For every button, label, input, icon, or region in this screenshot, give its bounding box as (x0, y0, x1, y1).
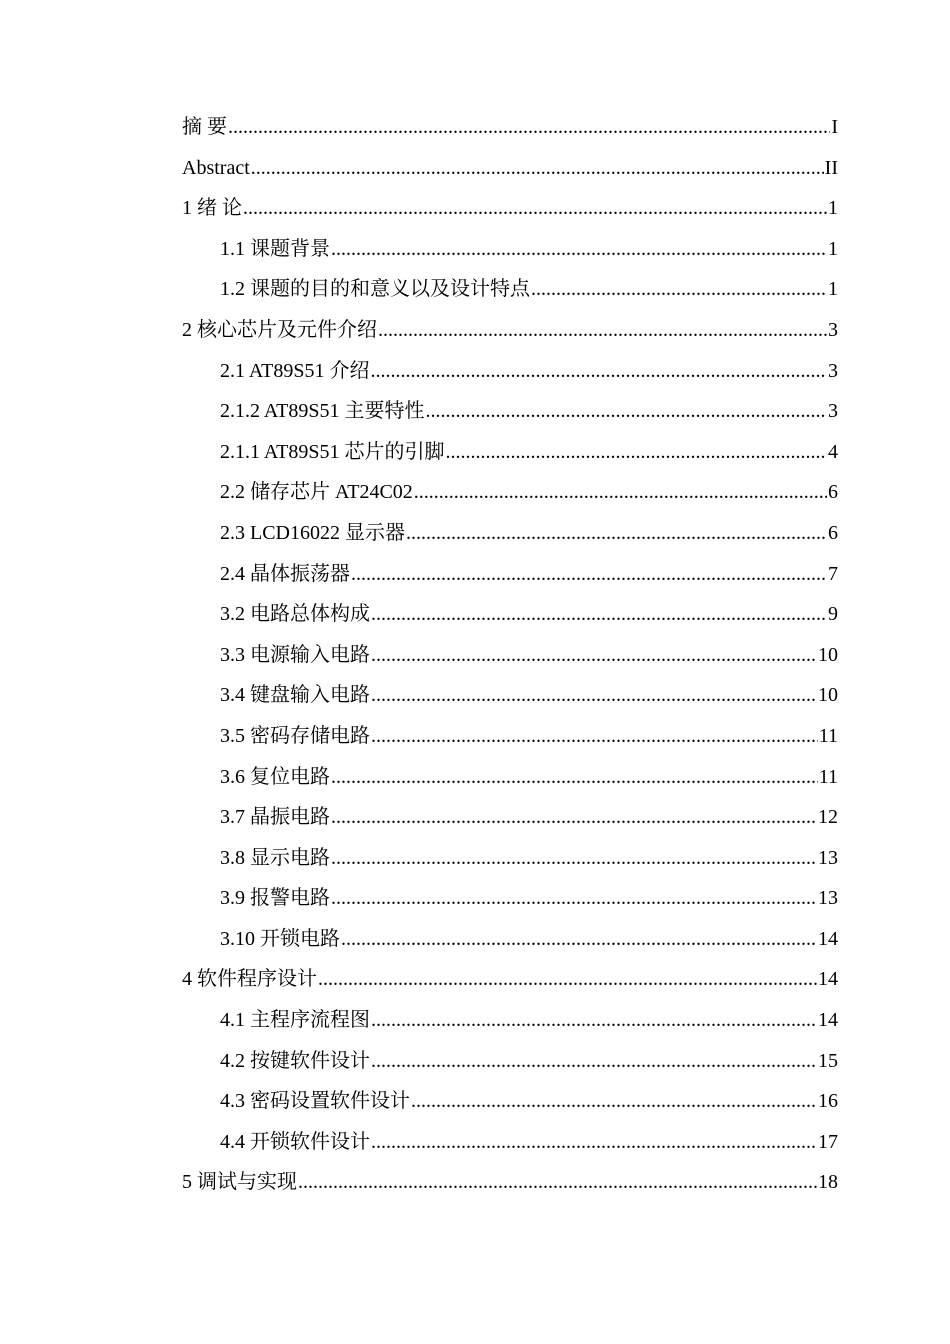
toc-entry-page: 14 (818, 968, 838, 991)
toc-entry-page: I (831, 116, 838, 138)
toc-entry-page: II (824, 156, 838, 179)
toc-entry-title: 1.2 课题的目的和意义以及设计特点 (220, 278, 530, 301)
toc-entry-title: 4.2 按键软件设计 (220, 1049, 370, 1072)
toc-entry-page: 13 (818, 887, 838, 910)
toc-entry[interactable] (182, 797, 838, 838)
toc-dot-leader (371, 1000, 817, 1041)
toc-entry-page: 17 (818, 1130, 838, 1153)
toc-entry-page: 6 (828, 521, 838, 544)
toc-entry-page: 13 (818, 846, 838, 869)
toc-dot-leader (378, 310, 827, 351)
toc-entry[interactable] (182, 513, 838, 554)
toc-entry-title: 3.2 电路总体构成 (220, 603, 370, 626)
toc-entry-title: 3.5 密码存储电路 (220, 724, 370, 747)
toc-entry-title: 5 调试与实现 (182, 1171, 297, 1194)
toc-entry[interactable] (182, 838, 838, 879)
toc-entry[interactable] (182, 675, 838, 716)
toc-dot-leader (406, 513, 827, 554)
toc-entry-title: 3.10 开锁电路 (220, 927, 340, 950)
toc-entry-title: 2.4 晶体振荡器 (220, 562, 350, 585)
toc-dot-leader (243, 188, 827, 229)
toc-entry-page: 18 (818, 1171, 838, 1194)
toc-entry-title: 3.9 报警电路 (220, 887, 330, 910)
toc-dot-leader (331, 229, 827, 270)
toc-entry-title: 2.3 LCD16022 显示器 (220, 521, 405, 544)
toc-entry[interactable] (182, 229, 838, 270)
toc-dot-leader (331, 838, 817, 879)
toc-entry-page: 9 (828, 603, 838, 626)
toc-dot-leader (414, 472, 827, 513)
toc-entry-page: 11 (818, 724, 838, 747)
toc-entry-page: 16 (818, 1090, 838, 1113)
toc-entry-title: 摘 要 (182, 116, 227, 138)
toc-entry-page: 12 (818, 806, 838, 829)
toc-entry-page: 3 (828, 318, 838, 341)
toc-entry-title: Abstract (182, 156, 250, 179)
toc-entry[interactable] (182, 1162, 838, 1203)
toc-dot-leader (371, 635, 817, 676)
toc-dot-leader (411, 1081, 817, 1122)
toc-entry[interactable] (182, 1122, 838, 1163)
toc-entry-title: 4.4 开锁软件设计 (220, 1130, 370, 1153)
toc-entry-title: 3.6 复位电路 (220, 765, 330, 788)
toc-entry-page: 11 (818, 765, 838, 788)
toc-entry[interactable] (182, 554, 838, 595)
toc-entry-title: 1 绪 论 (182, 197, 242, 220)
toc-entry[interactable] (182, 351, 838, 392)
toc-dot-leader (251, 148, 824, 189)
toc-entry[interactable] (182, 472, 838, 513)
toc-entry[interactable] (182, 878, 838, 919)
toc-dot-leader (351, 554, 827, 595)
toc-entry-title: 2.2 储存芯片 AT24C02 (220, 481, 413, 504)
toc-dot-leader (228, 107, 830, 148)
toc-dot-leader (341, 919, 817, 960)
toc-entry-title: 2.1 AT89S51 介绍 (220, 359, 370, 382)
toc-dot-leader (371, 1122, 817, 1163)
toc-dot-leader (371, 1041, 817, 1082)
toc-dot-leader (425, 391, 827, 432)
toc-entry-page: 1 (828, 278, 838, 301)
table-of-contents (182, 107, 838, 1203)
toc-entry-page: 10 (818, 684, 838, 707)
toc-dot-leader (531, 269, 827, 310)
toc-entry[interactable] (182, 107, 838, 148)
toc-entry[interactable] (182, 757, 838, 798)
toc-entry-title: 4 软件程序设计 (182, 968, 317, 991)
toc-entry-page: 10 (818, 643, 838, 666)
toc-entry-page: 1 (828, 197, 838, 220)
toc-entry-page: 3 (828, 400, 838, 423)
toc-dot-leader (298, 1162, 817, 1203)
toc-entry-title: 4.3 密码设置软件设计 (220, 1090, 410, 1113)
toc-entry[interactable] (182, 919, 838, 960)
toc-dot-leader (331, 878, 817, 919)
toc-entry-title: 1.1 课题背景 (220, 237, 330, 260)
toc-entry-title: 3.7 晶振电路 (220, 806, 330, 829)
toc-entry[interactable] (182, 310, 838, 351)
toc-entry-page: 1 (828, 237, 838, 260)
toc-entry-title: 2.1.2 AT89S51 主要特性 (220, 400, 425, 423)
toc-dot-leader (371, 594, 827, 635)
toc-entry-page: 6 (828, 481, 838, 504)
toc-dot-leader (331, 797, 817, 838)
toc-dot-leader (318, 959, 817, 1000)
toc-dot-leader (371, 675, 817, 716)
toc-entry[interactable] (182, 432, 838, 473)
toc-entry-title: 2 核心芯片及元件介绍 (182, 318, 377, 341)
toc-entry[interactable] (182, 188, 838, 229)
toc-entry[interactable] (182, 1041, 838, 1082)
toc-entry-page: 3 (828, 359, 838, 382)
toc-entry-page: 14 (818, 927, 838, 950)
toc-entry[interactable] (182, 1000, 838, 1041)
toc-entry[interactable] (182, 635, 838, 676)
toc-entry-title: 3.4 键盘输入电路 (220, 684, 370, 707)
toc-dot-leader (445, 432, 827, 473)
toc-entry-page: 15 (818, 1049, 838, 1072)
toc-entry-title: 2.1.1 AT89S51 芯片的引脚 (220, 440, 445, 463)
toc-entry[interactable] (182, 594, 838, 635)
toc-entry[interactable] (182, 1081, 838, 1122)
toc-entry[interactable] (182, 959, 838, 1000)
toc-dot-leader (370, 351, 827, 392)
toc-entry-page: 7 (828, 562, 838, 585)
toc-entry-page: 14 (818, 1009, 838, 1032)
toc-dot-leader (331, 757, 818, 798)
toc-dot-leader (371, 716, 818, 757)
toc-entry-title: 4.1 主程序流程图 (220, 1009, 370, 1032)
toc-entry[interactable] (182, 391, 838, 432)
toc-entry-page: 4 (828, 440, 838, 463)
toc-entry[interactable] (182, 716, 838, 757)
toc-entry-title: 3.3 电源输入电路 (220, 643, 370, 666)
toc-entry[interactable] (182, 269, 838, 310)
toc-entry[interactable] (182, 148, 838, 189)
toc-entry-title: 3.8 显示电路 (220, 846, 330, 869)
